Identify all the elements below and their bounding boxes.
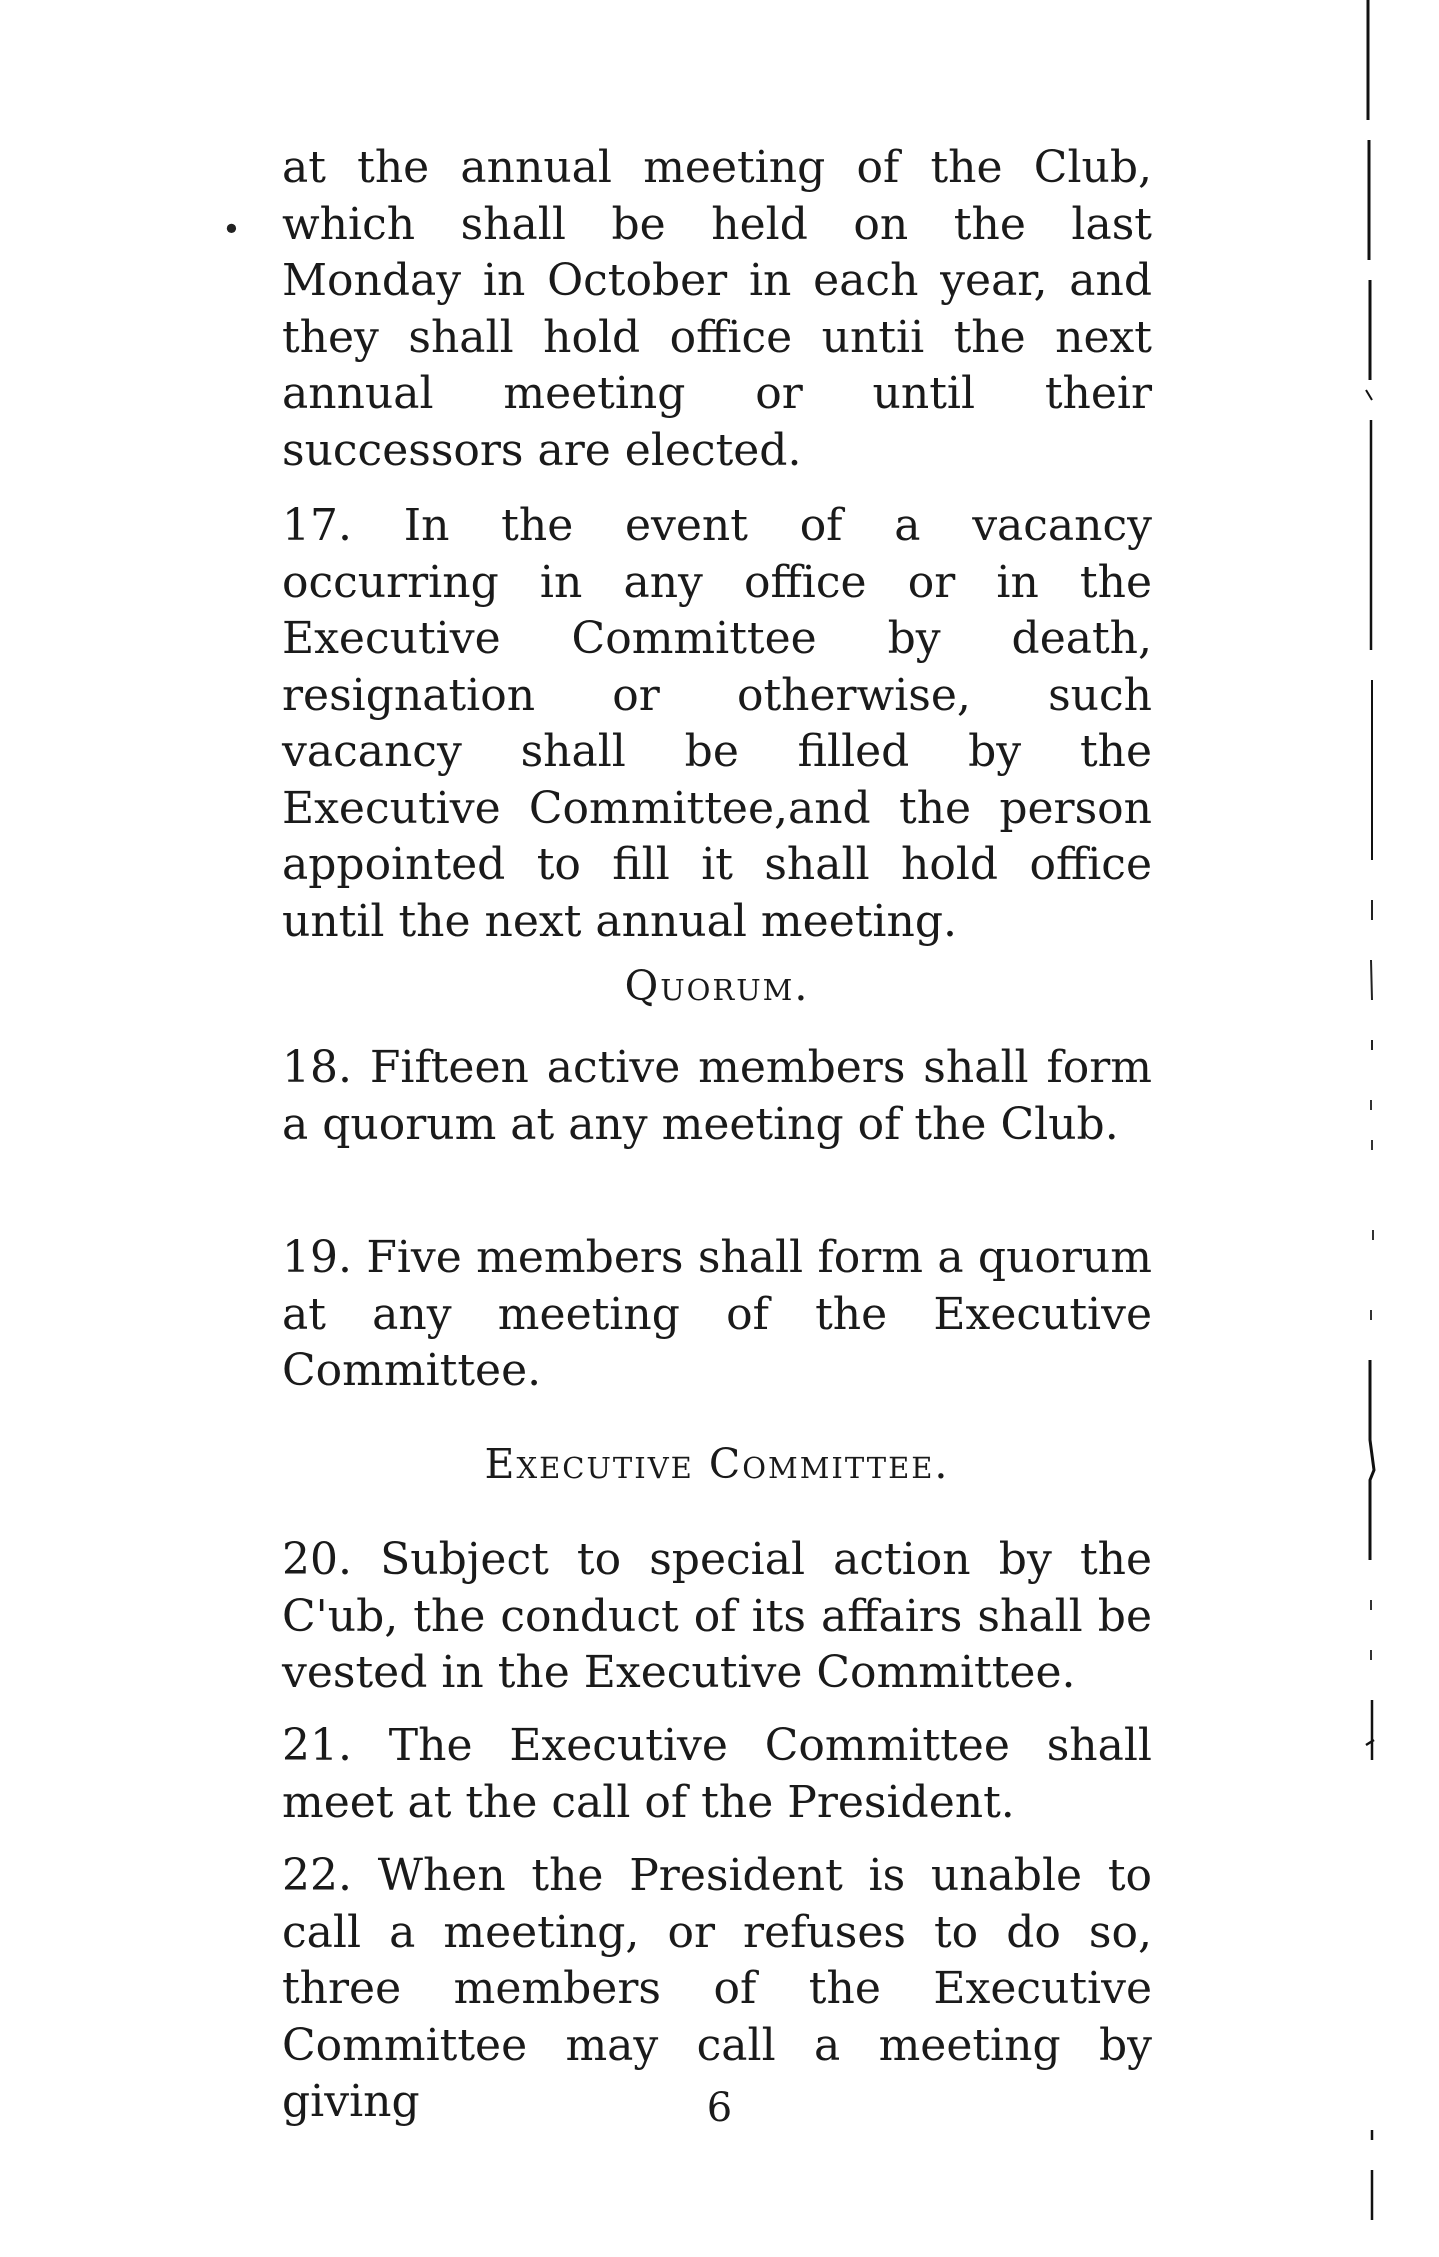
paragraph-22: 22. When the President is unable to call a meeting, or refuses to do so, three members of the Executive Committee may call a meeting by giving [282,1850,1152,2127]
scan-edge-line [1360,0,1380,2257]
margin-dot: • [222,210,241,248]
section-heading-quorum: Quorum. [624,962,810,1010]
section-heading-executive-committee: Executive Committee. [484,1440,950,1488]
paragraph-20: 20. Subject to special action by the C'ub, the conduct of its affairs shall be vested in the Executive Committee. [282,1534,1152,1698]
page-number: 6 [706,2085,733,2131]
paragraph-18: 18. Fifteen active members shall form a quorum at any meeting of the Club. [282,1042,1152,1150]
paragraph-19: 19. Five members shall form a quorum at any meeting of the Executive Committee. [282,1232,1152,1396]
paragraph-17: 17. In the event of a vacancy occurring in any office or in the Executive Committee by death, resignation or otherwise, such vacancy shall be filled by the Executive Committee,and the person appointed to fill it shall hold office until the next annual meeting. [282,500,1152,947]
paragraph-21: 21. The Executive Committee shall meet at the call of the President. [282,1720,1152,1828]
paragraph-16-continuation: at the annual meeting of the Club, which shall be held on the last Monday in October in each year, and they shall hold office untii the next annual meeting or until their successors are elected. [282,142,1152,476]
